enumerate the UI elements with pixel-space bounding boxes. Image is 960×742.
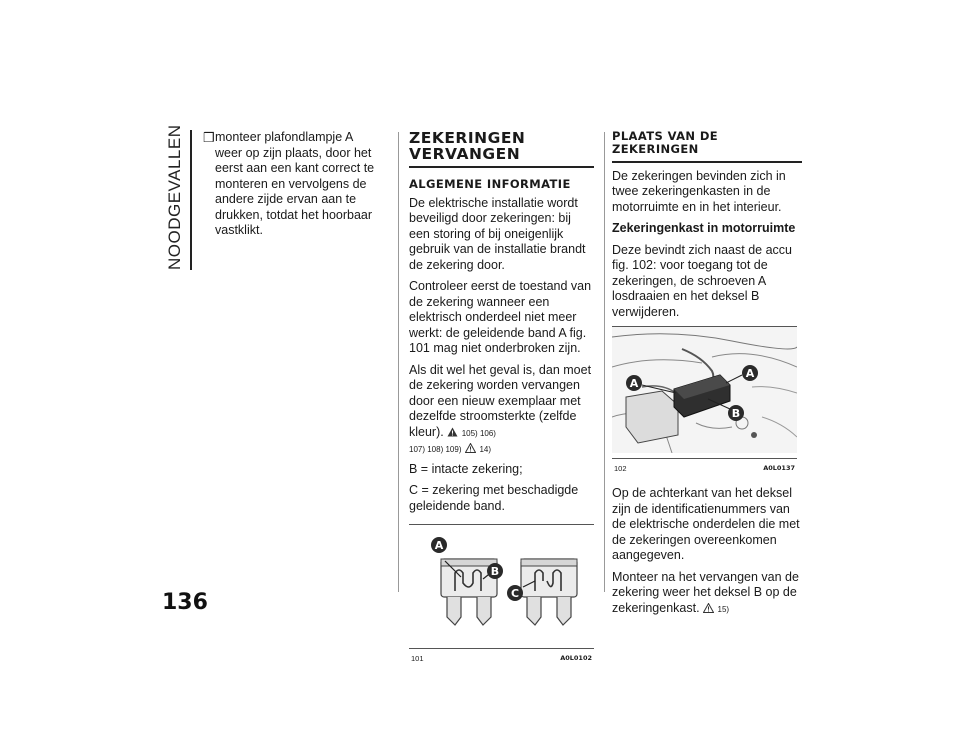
figure-code: A0L0102 bbox=[560, 653, 592, 662]
paragraph: De zekeringen bevinden zich in twee zekeringenkasten in de motorruimte en in het interieur. bbox=[612, 168, 786, 214]
label-c: C bbox=[510, 587, 520, 600]
section-title: NOODGEVALLEN bbox=[165, 124, 184, 270]
bullet-item bbox=[203, 130, 383, 239]
paragraph: Controleer eerst de toestand van de zekering wanneer een elektrisch onderdeel niet meer werkt: de geleidende band A fig. 101 mag niet onderbroken zijn. bbox=[409, 279, 592, 355]
paragraph bbox=[409, 363, 594, 458]
footnote-refs: 107) 108) 109) bbox=[409, 445, 462, 454]
paragraph: Deze bevindt zich naast de accu fig. 102: voor toegang tot de zekeringen, de schroeven A losdraaien en het deksel B verwijderen. bbox=[612, 242, 792, 319]
column-divider bbox=[398, 132, 399, 592]
paragraph-text: Monteer na het vervangen van de zekering weer het deksel B op de zekeringenkast. bbox=[612, 569, 799, 615]
figure-caption bbox=[612, 459, 797, 477]
section-heading: ZEKERINGEN VERVANGEN bbox=[409, 129, 526, 163]
label-a: A bbox=[434, 539, 444, 552]
paragraph: B = intacte zekering; bbox=[409, 461, 523, 476]
heading-rule bbox=[409, 166, 594, 168]
figure-code: A0L0137 bbox=[763, 463, 795, 472]
subsection-heading: ALGEMENE INFORMATIE bbox=[409, 176, 571, 191]
label-a: A bbox=[745, 367, 755, 380]
section-heading: PLAATS VAN DE ZEKERINGEN bbox=[612, 129, 719, 156]
heading-rule bbox=[612, 161, 802, 163]
column-divider bbox=[604, 132, 605, 592]
figure-101 bbox=[409, 524, 594, 666]
column-2 bbox=[409, 130, 594, 666]
label-a: A bbox=[629, 377, 639, 390]
side-tab bbox=[160, 124, 190, 270]
paragraph: C = zekering met beschadigde geleidende band. bbox=[409, 483, 579, 513]
engine-bay-illustration bbox=[612, 327, 797, 453]
warning-icon bbox=[447, 427, 458, 437]
damaged-fuse-drawing bbox=[521, 559, 577, 625]
bullet-text: monteer plafondlampje A weer op zijn plaats, door het eerst aan een kant correct te monteren en vervolgens de andere zijde ervan aan te drukken, totdat het hoorbaar vastklikt. bbox=[215, 130, 375, 237]
column-3 bbox=[612, 130, 802, 623]
column-1 bbox=[203, 130, 383, 239]
label-b: B bbox=[490, 565, 500, 578]
paragraph: De elektrische installatie wordt beveiligd door zekeringen: bij een storing of bij oneigenlijk gebruik van de installatie brandt de zekering door. bbox=[409, 195, 586, 272]
figure-102 bbox=[612, 326, 797, 476]
footnote-refs: 15) bbox=[717, 604, 730, 614]
fuse-illustration bbox=[409, 525, 594, 643]
page-number: 136 bbox=[162, 590, 208, 615]
footnote-refs: 105) 106) bbox=[461, 428, 496, 438]
paragraph-heading: Zekeringenkast in motorruimte bbox=[612, 221, 796, 235]
figure-caption bbox=[409, 649, 594, 667]
figure-number: 101 bbox=[411, 653, 424, 663]
paragraph bbox=[612, 570, 802, 618]
paragraph: Op de achterkant van het deksel zijn de identificatienummers van de elektrische onderdelen die met de zekeringen overeenkomen aangegeven. bbox=[612, 486, 800, 562]
figure-number: 102 bbox=[614, 463, 627, 473]
caution-icon bbox=[465, 443, 476, 453]
paragraph-text: Als dit wel het geval is, dan moet de zekering worden vervangen door een nieuw exemplaar met dezelfde stroomsterkte (zelfde kleur). bbox=[409, 362, 592, 439]
checkbox-bullet-icon: ❒ bbox=[203, 130, 215, 145]
footnote-refs: 14) bbox=[479, 445, 492, 454]
side-rule bbox=[190, 130, 192, 270]
caution-icon bbox=[703, 603, 714, 613]
label-b: B bbox=[731, 407, 741, 420]
